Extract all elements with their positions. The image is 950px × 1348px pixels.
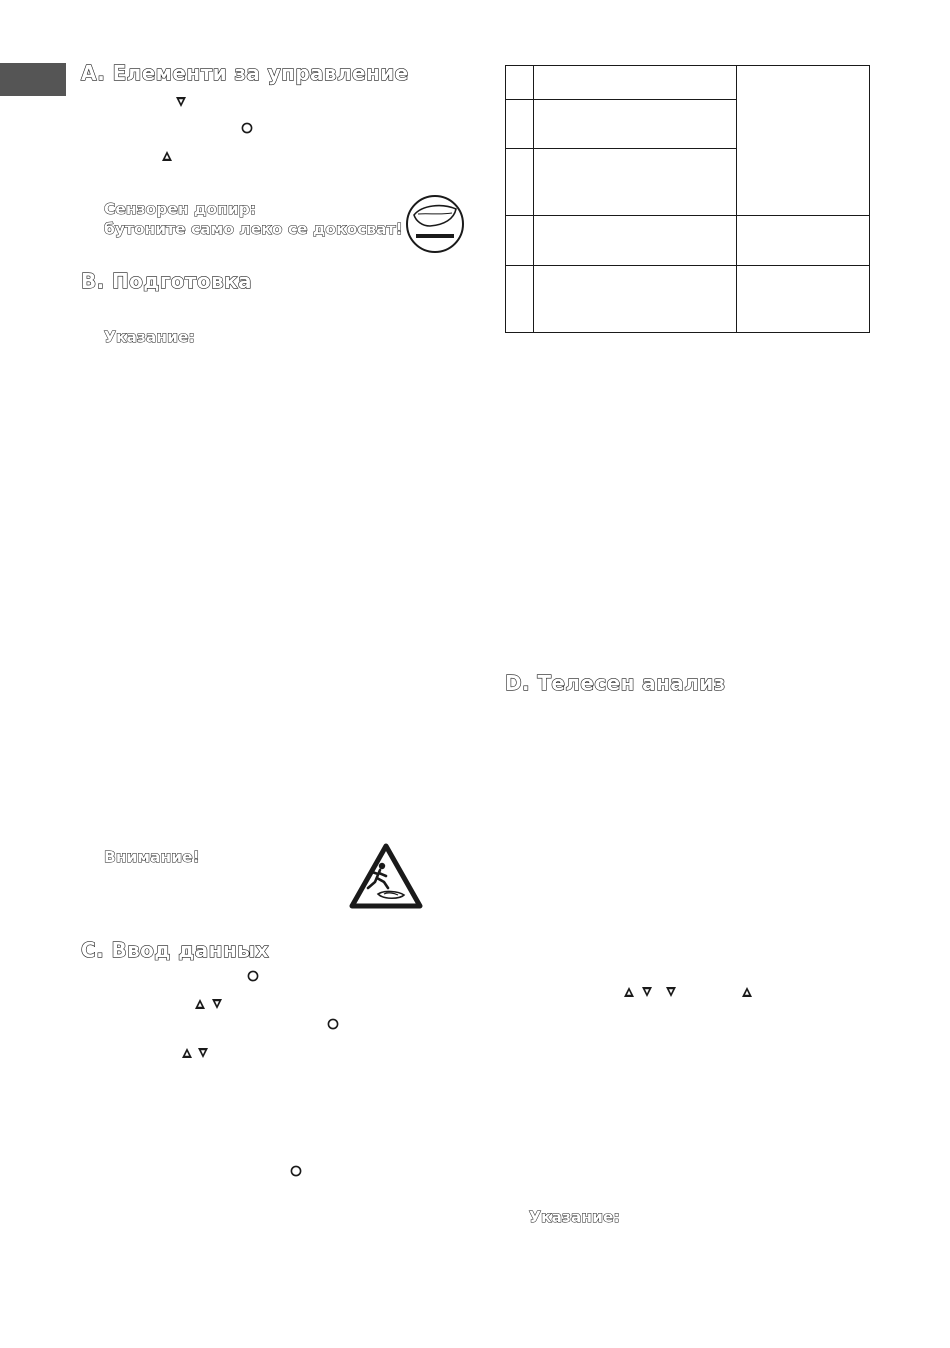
slippery-floor-warning-icon [348,842,424,912]
table-cell [506,266,534,333]
note-d-label: Указание: [529,1208,620,1226]
down-arrow-icon [210,997,224,1011]
section-a-title: A. Елементи за управление [81,61,409,85]
specification-table [505,65,870,333]
down-arrow-icon [174,95,188,109]
touch-note-line-2: бутоните само леко се докосват! [104,220,403,238]
table-cell [534,100,737,149]
down-arrow-icon [640,985,654,999]
up-arrow-icon [740,985,754,999]
touch-note-line-1: Сензорен допир: [104,200,256,218]
table-cell [737,66,870,216]
circle-button-icon [289,1164,303,1178]
finger-touch-icon [404,193,466,255]
down-arrow-icon [664,985,678,999]
table-row [506,216,870,266]
warning-label: Внимание! [104,848,200,866]
up-arrow-icon [180,1046,194,1060]
table-cell [506,66,534,100]
table-row [506,66,870,100]
circle-button-icon [246,969,260,983]
section-c-title: C. Ввод данных [81,938,269,962]
table-cell [737,216,870,266]
table-cell [506,149,534,216]
section-b-title: B. Подготовка [81,269,252,293]
up-arrow-icon [193,997,207,1011]
up-arrow-icon [160,149,174,163]
note-b-label: Указание: [104,328,195,346]
table-cell [506,216,534,266]
language-tab [0,63,66,96]
table-cell [534,149,737,216]
table-row [506,266,870,333]
table-cell [737,266,870,333]
circle-button-icon [326,1017,340,1031]
down-arrow-icon [196,1046,210,1060]
up-arrow-icon [622,985,636,999]
circle-button-icon [240,121,254,135]
table-cell [506,100,534,149]
table-cell [534,266,737,333]
table-cell [534,66,737,100]
section-d-title: D. Телесен анализ [505,671,726,695]
table-cell [534,216,737,266]
